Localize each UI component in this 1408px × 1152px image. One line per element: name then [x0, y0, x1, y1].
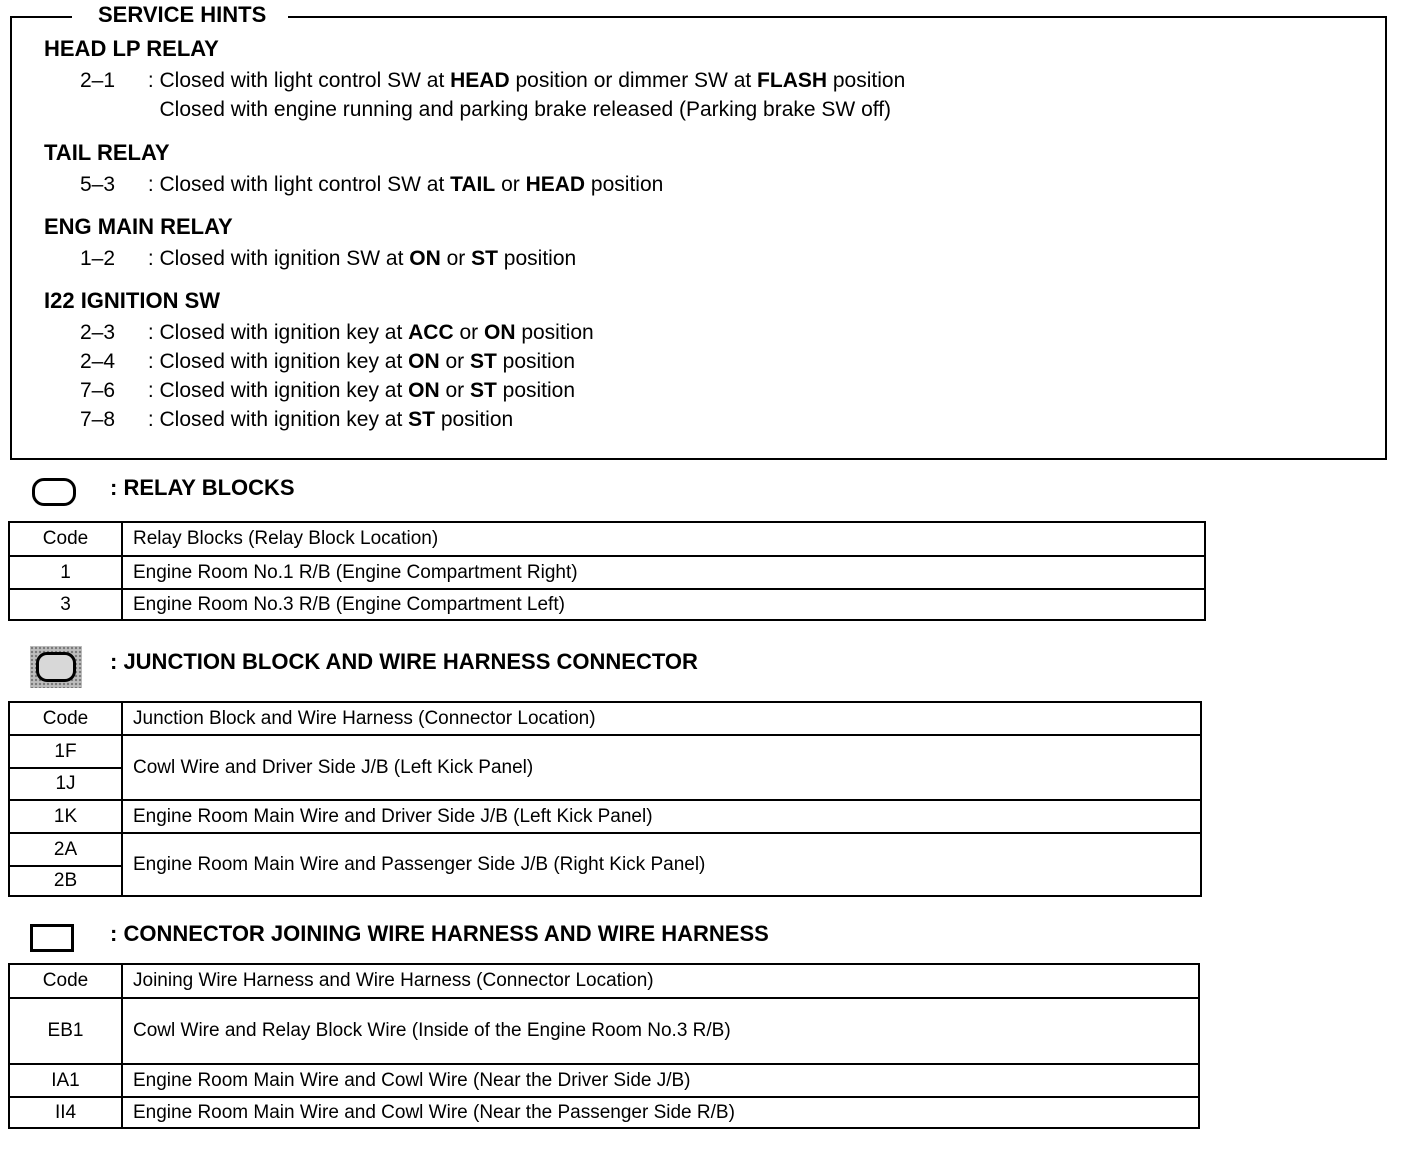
hint-text: position [496, 350, 576, 373]
location-cell: Engine Room Main Wire and Driver Side J/B (Left Kick Panel) [122, 800, 1201, 833]
hint-keyword: FLASH [757, 69, 828, 92]
hint-keyword: ON [409, 247, 441, 270]
location-cell: Engine Room Main Wire and Cowl Wire (Near the Driver Side J/B) [122, 1064, 1199, 1097]
column-header-location: Joining Wire Harness and Wire Harness (Connector Location) [122, 964, 1199, 998]
table-header-row [9, 522, 1205, 556]
hint-keyword: TAIL [450, 173, 496, 196]
table-row [9, 556, 1205, 589]
hint-text: or [440, 247, 472, 270]
junction-block-symbol-icon [30, 646, 82, 688]
hint-text: : Closed with ignition key at [142, 321, 409, 344]
table-row [9, 800, 1201, 833]
location-cell: Cowl Wire and Driver Side J/B (Left Kick Panel) [122, 735, 1201, 800]
hint-line [80, 97, 891, 123]
hint-keyword: HEAD [450, 69, 510, 92]
hint-keyword: ON [408, 350, 440, 373]
relay-blocks-heading: : RELAY BLOCKS [110, 475, 295, 500]
hint-keyword: ST [471, 247, 498, 270]
connector-table [8, 963, 1200, 1129]
table-header-row [9, 964, 1199, 998]
hint-text: : Closed with ignition key at [142, 408, 409, 431]
location-cell: Cowl Wire and Relay Block Wire (Inside of the Engine Room No.3 R/B) [122, 998, 1199, 1064]
code-cell: 2A [9, 833, 122, 866]
hint-line [80, 378, 575, 404]
hint-text: : Closed with ignition key at [142, 379, 409, 402]
hint-group-title: TAIL RELAY [44, 140, 170, 165]
location-cell: Engine Room No.1 R/B (Engine Compartment Right) [122, 556, 1205, 589]
hint-text: Closed with engine running and parking brake released (Parking brake SW off) [142, 98, 892, 121]
column-header-code: Code [9, 522, 122, 556]
location-cell: Engine Room No.3 R/B (Engine Compartment Left) [122, 589, 1205, 620]
column-header-location: Junction Block and Wire Harness (Connector Location) [122, 702, 1201, 735]
table-row [9, 735, 1201, 768]
hint-text: : Closed with light control SW at [142, 69, 451, 92]
hint-text: position [827, 69, 906, 92]
hint-terminal: 7–8 [80, 408, 116, 431]
hint-terminal: 2–3 [80, 321, 116, 344]
table-row [9, 1064, 1199, 1097]
hint-text: position [515, 321, 594, 344]
service-hints-title: SERVICE HINTS [72, 2, 288, 28]
hint-text: : Closed with ignition key at [142, 350, 409, 373]
hint-keyword: ST [408, 408, 435, 431]
hint-keyword: ST [469, 350, 497, 373]
hint-line [80, 68, 905, 94]
hint-text: position or dimmer SW at [509, 69, 758, 92]
hint-text: or [495, 173, 526, 196]
code-cell: 1K [9, 800, 122, 833]
hint-text: or [453, 321, 484, 344]
code-cell: IA1 [9, 1064, 122, 1097]
hint-keyword: ON [483, 321, 516, 344]
hint-line [80, 407, 513, 433]
hint-terminal: 2–1 [80, 69, 116, 92]
column-header-code: Code [9, 702, 122, 735]
hint-text: or [439, 350, 470, 373]
hint-text: position [434, 408, 514, 431]
hint-text: : Closed with light control SW at [142, 173, 451, 196]
connector-heading: : CONNECTOR JOINING WIRE HARNESS AND WIRE HARNESS [110, 921, 769, 946]
table-row [9, 589, 1205, 620]
hint-group-title: ENG MAIN RELAY [44, 214, 233, 239]
hint-line [80, 246, 576, 272]
hint-line [80, 172, 663, 198]
hint-text: : Closed with ignition SW at [142, 247, 410, 270]
junction-block-heading: : JUNCTION BLOCK AND WIRE HARNESS CONNECTOR [110, 649, 698, 674]
hint-text: position [585, 173, 664, 196]
hint-line [80, 349, 575, 375]
hint-keyword: ACC [408, 321, 454, 344]
code-cell: 1F [9, 735, 122, 768]
connector-symbol-icon [30, 924, 74, 952]
column-header-location: Relay Blocks (Relay Block Location) [122, 522, 1205, 556]
hint-text: position [496, 379, 576, 402]
table-row [9, 1097, 1199, 1128]
location-cell: Engine Room Main Wire and Passenger Side J/B (Right Kick Panel) [122, 833, 1201, 896]
relay-blocks-table [8, 521, 1206, 621]
code-cell: II4 [9, 1097, 122, 1128]
code-cell: 1J [9, 768, 122, 800]
hint-group-title: I22 IGNITION SW [44, 288, 221, 313]
junction-block-inner-icon [36, 652, 76, 682]
code-cell: 2B [9, 866, 122, 896]
table-row [9, 833, 1201, 866]
hint-keyword: ON [408, 379, 440, 402]
code-cell: 1 [9, 556, 122, 589]
hint-terminal: 2–4 [80, 350, 116, 373]
table-header-row [9, 702, 1201, 735]
junction-block-table [8, 701, 1202, 897]
code-cell: EB1 [9, 998, 122, 1064]
location-cell: Engine Room Main Wire and Cowl Wire (Near the Passenger Side R/B) [122, 1097, 1199, 1128]
table-row [9, 998, 1199, 1064]
hint-keyword: ST [469, 379, 497, 402]
hint-text: or [439, 379, 470, 402]
hint-line [80, 320, 594, 346]
column-header-code: Code [9, 964, 122, 998]
hint-group-title: HEAD LP RELAY [44, 36, 219, 61]
hint-terminal: 1–2 [80, 247, 116, 270]
relay-block-symbol-icon [32, 478, 76, 506]
hint-terminal: 7–6 [80, 379, 116, 402]
hint-keyword: HEAD [525, 173, 586, 196]
hint-text: position [497, 247, 577, 270]
hint-terminal: 5–3 [80, 173, 116, 196]
code-cell: 3 [9, 589, 122, 620]
